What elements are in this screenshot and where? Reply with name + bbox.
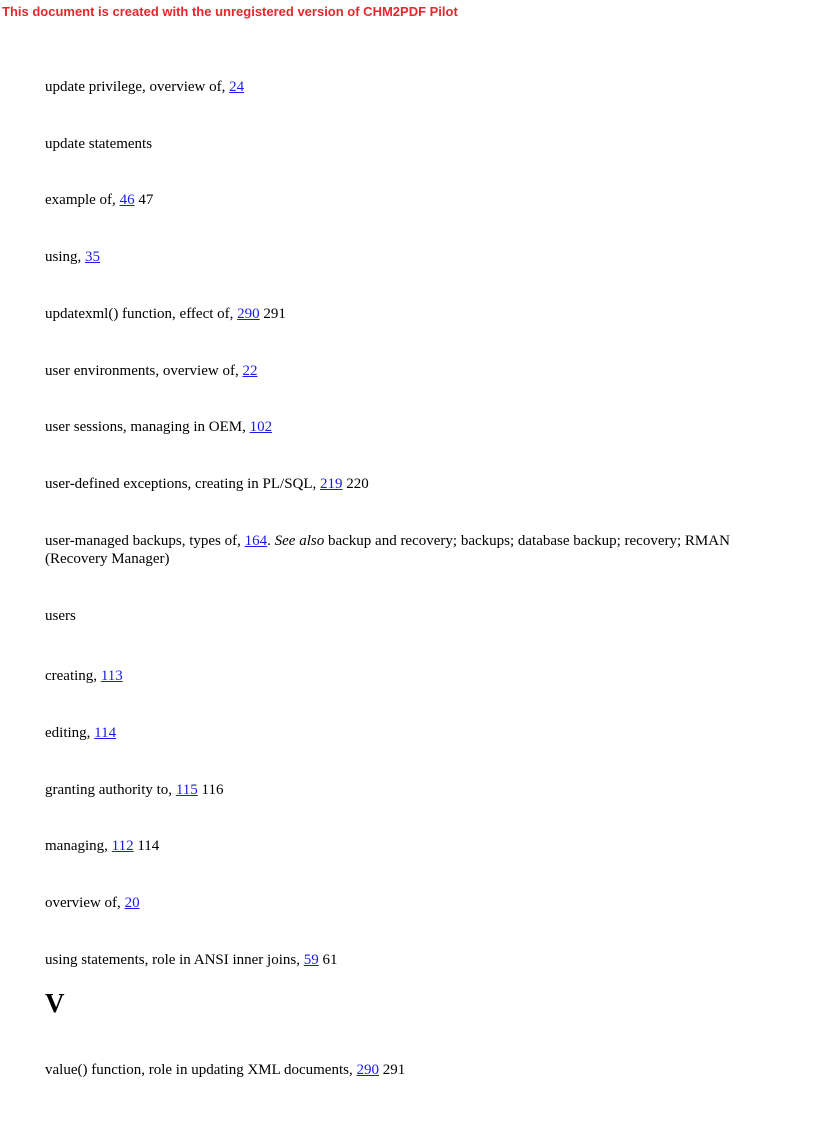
entry-text: user-defined exceptions, creating in PL/SQL, [45, 476, 321, 492]
entry-text: editing, [45, 725, 95, 741]
entry-text: updatexml() function, effect of, [45, 306, 238, 322]
index-entry-users [45, 607, 785, 625]
entry-text: overview of, [45, 895, 125, 911]
index-entry-update-statements [45, 135, 785, 153]
page-link-59[interactable]: 59 [303, 952, 319, 968]
page-link-290[interactable]: 290 [237, 306, 260, 322]
page-link-35[interactable]: 35 [85, 249, 101, 265]
section-letter-heading: V [45, 988, 65, 1018]
index-entry-value-function [45, 1061, 785, 1079]
entry-text: user-managed backups, types of, [45, 533, 245, 549]
index-entry-using [45, 248, 785, 266]
entry-text: using, [45, 249, 86, 265]
page-link-114[interactable]: 114 [94, 725, 117, 741]
page-link-22[interactable]: 22 [242, 363, 258, 379]
entry-text: users [45, 608, 76, 624]
page-link-115[interactable]: 115 [175, 782, 198, 798]
page-link-102[interactable]: 102 [249, 419, 273, 435]
page-link-113[interactable]: 113 [100, 668, 123, 684]
entry-after: 291 [378, 1062, 406, 1078]
index-entry-granting-authority [45, 781, 785, 799]
entry-after: 220 [342, 476, 369, 492]
page-link-219[interactable]: 219 [320, 476, 343, 492]
index-entry-creating [45, 667, 785, 685]
index-entry-updatexml-function [45, 305, 785, 323]
entry-text: value() function, role in updating XML documents, [45, 1062, 357, 1078]
index-entry-example-of [45, 191, 785, 209]
page-link-164[interactable]: 164 [244, 533, 268, 549]
index-entry-overview-of [45, 894, 785, 912]
entry-after: . [267, 533, 275, 549]
entry-text: user environments, overview of, [45, 363, 243, 379]
index-entry-managing [45, 837, 785, 855]
entry-text: example of, [45, 192, 120, 208]
index-entry-editing [45, 724, 785, 742]
entry-text: user sessions, managing in OEM, [45, 419, 250, 435]
see-also-label: See also [274, 533, 325, 549]
index-entry-user-environments [45, 362, 785, 380]
index-entry-using-statements [45, 951, 785, 969]
page-link-24[interactable]: 24 [229, 79, 245, 95]
see-also-text: backup and recovery; backups; database backup; recovery; RMAN (Recovery Manager) [45, 533, 730, 567]
page-link-290-value[interactable]: 290 [356, 1062, 379, 1078]
entry-after: 291 [259, 306, 286, 322]
entry-text: update privilege, overview of, [45, 79, 230, 95]
unregistered-version-banner: This document is created with the unregistered version of CHM2PDF Pilot [2, 4, 458, 19]
entry-after: 61 [318, 952, 338, 968]
index-entry-user-defined-exceptions [45, 475, 785, 493]
index-entry-update-privilege [45, 78, 785, 96]
page-link-20[interactable]: 20 [124, 895, 140, 911]
entry-after: 116 [197, 782, 224, 798]
entry-after: 47 [134, 192, 154, 208]
entry-after: 114 [133, 838, 160, 854]
entry-text: creating, [45, 668, 101, 684]
entry-text: using statements, role in ANSI inner joins, [45, 952, 304, 968]
page-link-112[interactable]: 112 [111, 838, 134, 854]
index-entry-user-managed-backups [45, 532, 785, 568]
entry-text: managing, [45, 838, 112, 854]
index-entry-user-sessions [45, 418, 785, 436]
entry-text: granting authority to, [45, 782, 176, 798]
page-link-46[interactable]: 46 [119, 192, 135, 208]
entry-text: update statements [45, 136, 153, 152]
